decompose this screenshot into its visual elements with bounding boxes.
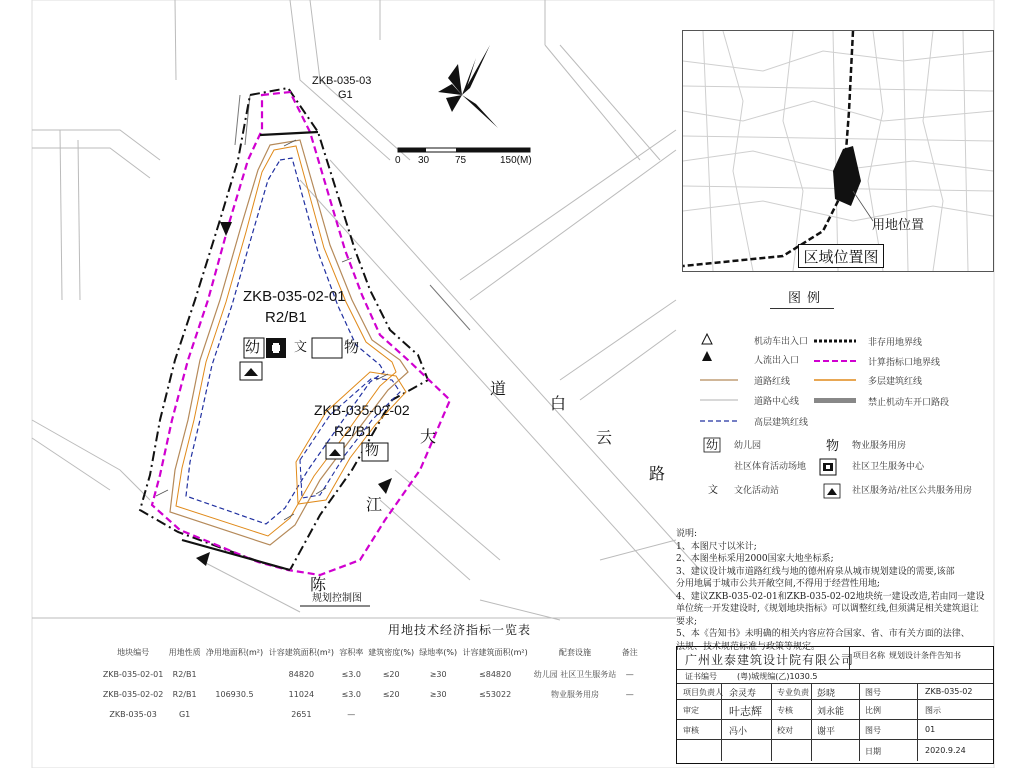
table-cell: ≤84820 bbox=[479, 669, 512, 679]
cert-value: (粤)城规编(乙)1030.5 bbox=[737, 672, 818, 681]
legend-no-vehicle-opening bbox=[868, 394, 949, 408]
divider bbox=[917, 683, 918, 761]
scale-tick-0: 0 bbox=[395, 155, 401, 166]
scale-label: 比例 bbox=[865, 706, 881, 715]
sig-name: 谢平 bbox=[817, 727, 836, 737]
divider bbox=[849, 647, 850, 669]
notes-line: 4、建议ZKB-035-02-01和ZKB-035-02-02地块统一建设改造,若由同一建设 bbox=[676, 591, 985, 602]
table-cell: ≤20 bbox=[382, 669, 400, 679]
header-cell: 建筑密度(%) bbox=[368, 647, 415, 657]
legend-icon-kindergarten: 幼 bbox=[706, 438, 719, 452]
legend-road-red-line bbox=[754, 373, 790, 387]
legend-vehicle-entrance-label: 机动车出入口 bbox=[754, 336, 809, 347]
cert-label: 证书编号 bbox=[685, 672, 717, 681]
sig-name: 叶志辉 bbox=[729, 705, 762, 718]
table-cell bbox=[203, 664, 266, 684]
sig-role: 审定 bbox=[683, 706, 699, 715]
parcel-top-code: ZKB-035-03 bbox=[312, 75, 372, 87]
title-block-header bbox=[677, 647, 993, 670]
legend-pedestrian-entrance bbox=[754, 352, 799, 366]
road-char-chen: 陈 bbox=[310, 575, 327, 594]
table-cell: 幼儿园 社区卫生服务站 bbox=[533, 669, 617, 679]
legend-label-sports: 社区体育活动场地 bbox=[734, 462, 807, 472]
legend-high-rise-line bbox=[754, 414, 808, 428]
notes-line: 分用地属于城市公共开敞空间,不得用于经营性用地; bbox=[676, 579, 880, 589]
econ-table-header bbox=[100, 640, 640, 664]
table-cell: ≥30 bbox=[429, 669, 447, 679]
table-cell: — bbox=[625, 689, 634, 699]
table-cell: — bbox=[625, 669, 634, 679]
parcel2-use: R2/B1 bbox=[334, 423, 373, 439]
legend-pedestrian-entrance-label: 人流出入口 bbox=[754, 355, 800, 366]
header-cell: 地块编号 bbox=[117, 647, 150, 657]
road-char-dao: 道 bbox=[490, 379, 507, 398]
legend-label-community: 社区服务站/社区公共服务用房 bbox=[852, 486, 973, 496]
legend-label-culture: 文化活动站 bbox=[734, 486, 780, 496]
company-name: 广州业泰建筑设计院有限公司 bbox=[685, 653, 855, 667]
sig-name: 冯小 bbox=[729, 727, 748, 737]
sheet-value: 01 bbox=[925, 725, 936, 734]
header-cell: 计容建筑面积(m²) bbox=[268, 647, 335, 657]
header-cell: 计容建筑面积(m²) bbox=[462, 647, 528, 657]
legend-road-center-line bbox=[754, 393, 799, 407]
table-cell: ≤20 bbox=[382, 689, 400, 699]
notes-line: 单位统一开发建设时,《规划地块指标》可以调整红线,但须满足相关建筑退让 bbox=[676, 604, 979, 614]
legend-multi-storey-line bbox=[868, 373, 922, 387]
date-row bbox=[677, 739, 993, 761]
sig-role: 专核 bbox=[777, 706, 793, 715]
table-cell bbox=[417, 704, 460, 724]
table-cell: ≥30 bbox=[429, 689, 447, 699]
table-cell: ≤3.0 bbox=[341, 669, 361, 679]
signature-row bbox=[677, 683, 993, 700]
legend-label-property: 物业服务用房 bbox=[852, 441, 907, 451]
legend-label-health: 社区卫生服务中心 bbox=[852, 462, 925, 472]
table-cell: ZKB-035-02-02 bbox=[102, 689, 164, 699]
legend-vehicle-entrance bbox=[754, 333, 808, 347]
drawing-no: ZKB-035-02 bbox=[925, 687, 973, 696]
road-char-bai: 白 bbox=[550, 394, 567, 413]
table-cell bbox=[460, 704, 531, 724]
legend-calc-boundary bbox=[868, 354, 940, 368]
title-block bbox=[676, 646, 994, 764]
table-cell: ZKB-035-03 bbox=[109, 709, 157, 719]
legend-icon-property: 物 bbox=[826, 439, 840, 454]
drawing-no-label: 图号 bbox=[865, 688, 881, 697]
table-cell: G1 bbox=[178, 709, 191, 719]
legend-no-vehicle-opening-label: 禁止机动车开口路段 bbox=[868, 397, 950, 408]
signature-row bbox=[677, 719, 993, 740]
date-value: 2020.9.24 bbox=[925, 746, 966, 755]
project-name: 规划设计条件告知书 bbox=[889, 651, 961, 660]
notes-line: 3、建议设计城市道路红线与地的德州府泉从城市规划建设的需要,该部 bbox=[676, 566, 955, 577]
sig-name: 彭晓 bbox=[817, 689, 836, 699]
notes-line: 1、本图尺寸以米计; bbox=[676, 541, 757, 552]
table-cell bbox=[203, 704, 266, 724]
sig-role: 校对 bbox=[777, 726, 793, 735]
sig-role: 项目负责人 bbox=[683, 688, 723, 697]
legend-non-site-boundary-label: 非存用地界线 bbox=[868, 337, 923, 348]
header-cell: 绿地率(%) bbox=[419, 647, 458, 657]
divider bbox=[811, 683, 812, 761]
table-cell bbox=[531, 704, 620, 724]
project-label: 项目名称 bbox=[853, 651, 885, 660]
parcel1-facility-culture: 文 bbox=[294, 340, 308, 355]
divider bbox=[859, 683, 860, 761]
legend-road-center-line-label: 道路中心线 bbox=[754, 396, 800, 407]
legend-calc-boundary-label: 计算指标口地界线 bbox=[868, 357, 941, 368]
sheet-label: 图号 bbox=[865, 726, 881, 735]
table-row bbox=[100, 684, 640, 704]
header-cell: 备注 bbox=[621, 647, 638, 657]
notes-title: 说明: bbox=[676, 529, 698, 539]
table-cell: — bbox=[347, 709, 356, 719]
scale-tick-75: 75 bbox=[455, 155, 467, 166]
table-row bbox=[100, 704, 640, 724]
table-cell: 106930.5 bbox=[215, 689, 254, 699]
scale-tick-150: 150(M) bbox=[500, 155, 532, 166]
sig-role: 专业负责 bbox=[777, 688, 809, 697]
date-label: 日期 bbox=[865, 747, 881, 756]
notes-line: 5、本《告知书》未明确的相关内容应符合国家、省、市有关方面的法律、 bbox=[676, 629, 970, 639]
scale-tick-30: 30 bbox=[418, 155, 430, 166]
legend-title: 图例 bbox=[788, 291, 827, 306]
table-cell: 物业服务用房 bbox=[551, 689, 600, 699]
header-cell: 用地性质 bbox=[168, 647, 201, 657]
econ-table bbox=[100, 640, 640, 724]
notes-line: 要求; bbox=[676, 616, 698, 627]
parcel1-use: R2/B1 bbox=[265, 309, 307, 326]
signature-row bbox=[677, 699, 993, 720]
table-cell: ≤3.0 bbox=[341, 689, 361, 699]
table-cell: R2/B1 bbox=[172, 669, 197, 679]
table-cell: 84820 bbox=[288, 669, 315, 679]
road-char-da: 大 bbox=[420, 427, 437, 446]
table-cell: ZKB-035-02-01 bbox=[102, 669, 164, 679]
plan-caption: 规划控制图 bbox=[312, 593, 362, 604]
table-cell: R2/B1 bbox=[172, 689, 197, 699]
legend-non-site-boundary bbox=[868, 334, 922, 348]
title-block-cert bbox=[677, 669, 993, 684]
road-char-yun: 云 bbox=[596, 428, 613, 447]
table-cell: ≤53022 bbox=[479, 689, 512, 699]
header-cell: 净用地面积(m²) bbox=[205, 647, 264, 657]
sig-name: 余灵寿 bbox=[729, 689, 757, 699]
table-cell bbox=[366, 704, 417, 724]
legend-road-red-line-label: 道路红线 bbox=[754, 376, 791, 387]
parcel2-code: ZKB-035-02-02 bbox=[314, 402, 410, 418]
road-char-lu: 路 bbox=[649, 464, 666, 483]
parcel1-facility-kindergarten: 幼 bbox=[245, 338, 261, 356]
legend-label-kindergarten: 幼儿园 bbox=[734, 441, 762, 451]
header-cell: 容积率 bbox=[339, 647, 364, 657]
header-cell: 配套设施 bbox=[559, 647, 592, 657]
table-row bbox=[100, 664, 640, 684]
sig-name: 刘永能 bbox=[817, 707, 845, 717]
divider bbox=[771, 683, 772, 761]
divider bbox=[721, 683, 722, 761]
parcel1-code: ZKB-035-02-01 bbox=[243, 288, 346, 305]
table-cell: 11024 bbox=[288, 689, 315, 699]
econ-table-title: 用地技术经济指标一览表 bbox=[388, 623, 532, 637]
scale-value: 图示 bbox=[925, 706, 941, 715]
location-map-title: 区域位置图 bbox=[798, 244, 884, 268]
legend-multi-storey-line-label: 多层建筑红线 bbox=[868, 376, 923, 387]
legend-high-rise-line-label: 高层建筑红线 bbox=[754, 417, 809, 428]
table-cell bbox=[619, 704, 640, 724]
table-cell: 2651 bbox=[291, 709, 312, 719]
parcel1-facility-property: 物 bbox=[344, 338, 360, 356]
notes bbox=[676, 528, 986, 653]
road-char-jiang: 江 bbox=[366, 495, 383, 514]
legend-icon-culture: 文 bbox=[708, 485, 718, 496]
sig-role: 审核 bbox=[683, 726, 699, 735]
notes-line: 2、本图坐标采用2000国家大地坐标系; bbox=[676, 554, 834, 564]
notes-line: 法规、技术规范标准与政策等规定。 bbox=[676, 641, 821, 652]
location-site-label: 用地位置 bbox=[872, 218, 925, 233]
parcel-top-use: G1 bbox=[338, 89, 353, 101]
parcel2-facility-property: 物 bbox=[365, 443, 379, 459]
